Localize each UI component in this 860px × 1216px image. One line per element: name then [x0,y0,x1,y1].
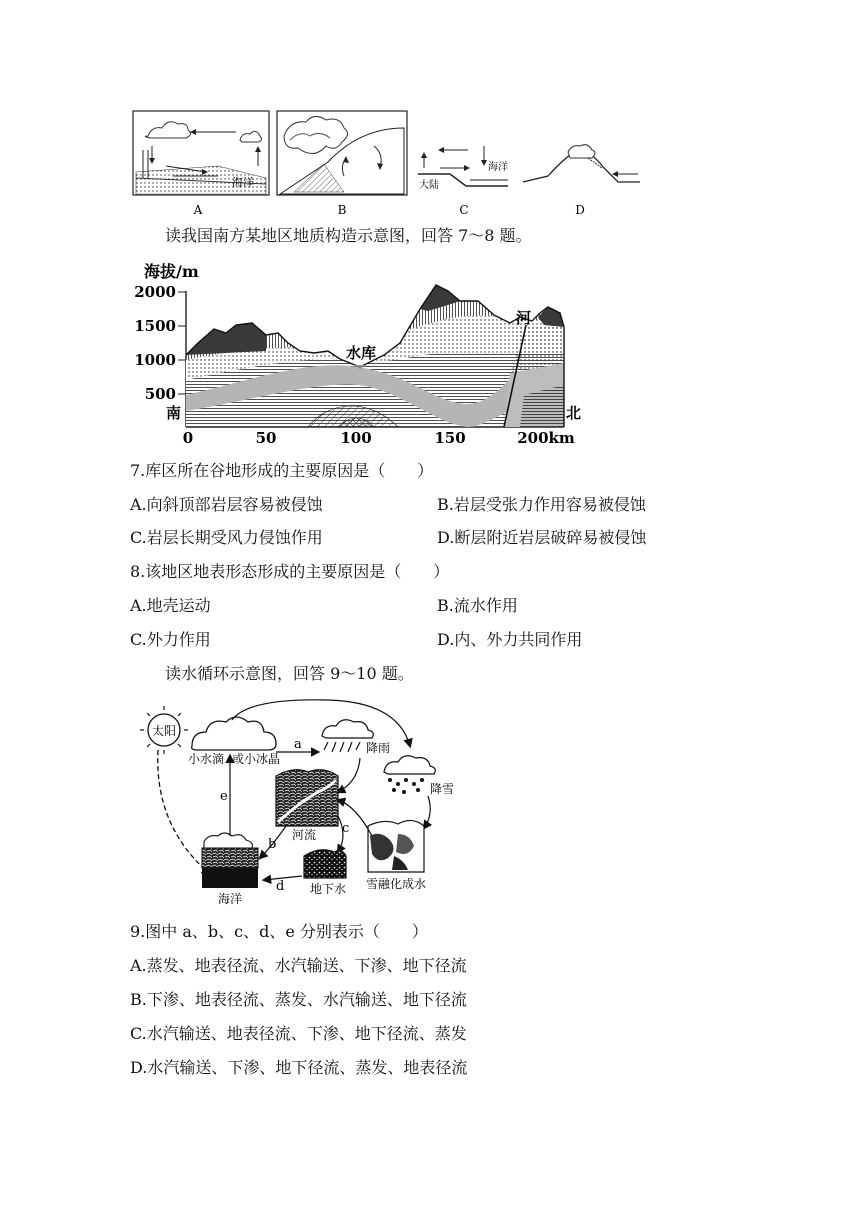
water-cycle-diagram [128,696,468,908]
question-9-option-a: A.蒸发、地表径流、水汽输送、下渗、地下径流 [130,956,467,975]
question-8-option-c: C.外力作用 [130,630,211,649]
ocean-block [202,833,258,888]
question-9-option-d: D.水汽输送、下渗、地下径流、蒸发、地表径流 [130,1058,468,1077]
y-tick-500: 500 [144,385,176,403]
panel-b [277,111,407,217]
x-tick-50: 50 [255,429,277,447]
weather-systems-figure [128,106,648,218]
snowmelt-block [368,820,424,872]
reservoir-label: 水库 [346,344,377,362]
groundwater-label: 地下水 [310,882,347,896]
snow-label: 降雪 [430,782,455,796]
intro-9-10: 读水循环示意图，回答 9～10 题。 [165,664,414,683]
arrow-a-label: a [294,737,302,752]
groundwater-block [304,850,346,878]
question-9-option-b: B.下渗、地表径流、蒸发、水汽输送、地下径流 [130,990,467,1009]
river-label: 河流 [292,828,317,842]
question-7-option-d: D.断层附近岩层破碎易被侵蚀 [437,528,647,547]
question-7-option-c: C.岩层长期受风力侵蚀作用 [130,528,323,547]
panel-a-sea-label: 海洋 [232,176,254,189]
y-tick-1000: 1000 [134,351,176,369]
panel-c-sea-label: 海洋 [488,162,508,173]
question-9-stem: 9.图中 a、b、c、d、e 分别表示（ ） [130,922,428,941]
x-tick-150: 150 [434,429,466,447]
y-tick-2000: 2000 [134,283,176,301]
arrow-b-label: b [268,837,277,852]
x-tick-200km: 200km [517,429,575,447]
question-9-option-c: C.水汽输送、地表径流、下渗、地下径流、蒸发 [130,1024,467,1043]
snowmelt-label: 雪融化成水 [366,877,427,891]
north-label: 北 [566,404,582,422]
question-7-stem: 7.库区所在谷地形成的主要原因是（ ） [130,461,434,480]
x-tick-100: 100 [340,429,372,447]
sun-label: 太阳 [151,724,177,738]
river-block [276,770,338,826]
panel-b-label: B [337,203,347,217]
question-7-option-b: B.岩层受张力作用容易被侵蚀 [437,495,646,514]
panel-a-label: A [193,203,203,217]
river-label: 河 [516,309,532,327]
geology-cross-section [128,255,598,447]
panel-c-land-label: 大陆 [419,180,439,191]
x-tick-0: 0 [182,429,194,447]
panel-a [133,111,269,217]
cloud-label-2: 或小冰晶 [232,752,281,766]
snow-cloud-icon [384,756,435,794]
question-8-stem: 8.该地区地表形态形成的主要原因是（ ） [130,562,450,581]
question-8-option-d: D.内、外力共同作用 [437,630,583,649]
question-8-option-a: A.地壳运动 [130,596,211,615]
sun-icon [140,706,188,754]
question-8-option-b: B.流水作用 [437,596,518,615]
cloud-icon [192,717,276,750]
arrow-d-label: d [276,879,285,894]
y-tick-1500: 1500 [134,317,176,335]
arrow-e-label: e [220,789,228,804]
south-label: 南 [166,404,182,422]
cloud-label-1: 小水滴 [188,752,225,766]
panel-c [418,146,508,217]
question-7-option-a: A.向斜顶部岩层容易被侵蚀 [130,495,323,514]
intro-7-8: 读我国南方某地区地质构造示意图，回答 7～8 题。 [165,226,532,245]
rain-label: 降雨 [366,741,391,755]
panel-d [523,145,640,217]
y-axis-title: 海拔/m [144,262,199,281]
arrow-c-label: c [342,821,350,836]
panel-c-label: C [459,203,469,217]
ocean-label: 海洋 [218,892,243,906]
panel-d-label: D [575,203,585,217]
